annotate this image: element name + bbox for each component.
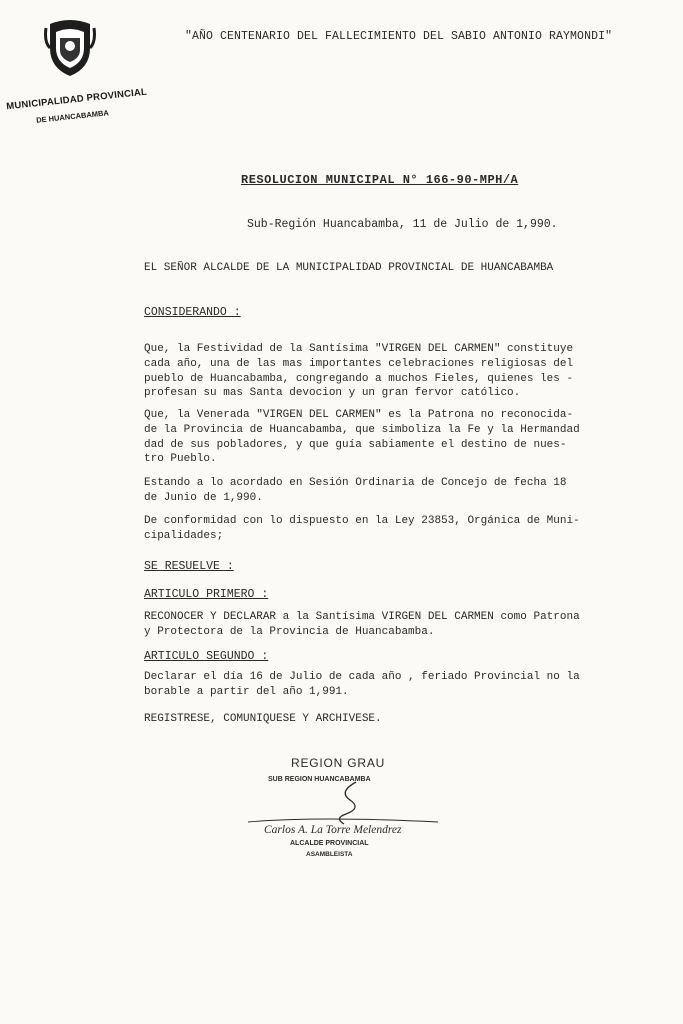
text-line: pueblo de Huancabamba, congregando a muchos Fieles, quienes les - — [144, 372, 574, 385]
place-and-date: Sub-Región Huancabamba, 11 de Julio de 1,990. — [247, 218, 558, 231]
text-line: dad de sus pobladores, y que guía sabiamente el destino de nues- — [144, 438, 567, 451]
article-2-text — [144, 670, 634, 700]
resolution-title: RESOLUCION MUNICIPAL N° 166-90-MPH/A — [241, 173, 519, 187]
text-line: Declarar el día 16 de Julio de cada año , feriado Provincial no la — [144, 671, 580, 683]
text-line: tro Pueblo. — [144, 453, 217, 466]
signature-block — [238, 756, 458, 866]
municipal-seal — [4, 18, 148, 125]
closing-formula — [144, 712, 634, 727]
considerando-paragraph-1 — [144, 342, 634, 401]
considerando-label: CONSIDERANDO : — [144, 306, 241, 319]
signatory-name: Carlos A. La Torre Melendrez — [264, 824, 402, 836]
year-motto: "AÑO CENTENARIO DEL FALLECIMIENTO DEL SABIO ANTONIO RAYMONDI" — [185, 30, 613, 43]
text-line: cada año, una de las mas importantes celebraciones religiosas del — [144, 357, 574, 370]
text-line: RECONOCER Y DECLARAR a la Santísima VIRGEN DEL CARMEN como Patrona — [144, 611, 580, 623]
signature-scribble-icon — [238, 756, 458, 866]
signatory-subtitle: ASAMBLEISTA — [306, 851, 353, 858]
text-line: borable a partir del año 1,991. — [144, 685, 349, 698]
text-line: de la Provincia de Huancabamba, que simboliza la Fe y la Hermandad — [144, 423, 580, 436]
text-line: De conformidad con lo dispuesto en la Ley 23853, Orgánica de Muni- — [144, 515, 580, 527]
text-line: profesan su mas Santa devocion y un gran fervor católico. — [144, 387, 521, 400]
text-line: y Protectora de la Provincia de Huancabamba. — [144, 625, 435, 638]
text-line: Que, la Festividad de la Santísima "VIRGEN DEL CARMEN" constituye — [144, 343, 574, 355]
text-line: Que, la Venerada "VIRGEN DEL CARMEN" es la Patrona no reconocida- — [144, 409, 574, 421]
considerando-paragraph-3 — [144, 476, 634, 506]
text-line: de Junio de 1,990. — [144, 491, 263, 504]
considerando-paragraph-2 — [144, 408, 634, 467]
se-resuelve-label: SE RESUELVE : — [144, 560, 234, 573]
text-line: Estando a lo acordado en Sesión Ordinaria de Concejo de fecha 18 — [144, 477, 567, 489]
signatory-title: ALCALDE PROVINCIAL — [290, 840, 369, 847]
seal-line-1: MUNICIPALIDAD PROVINCIAL — [5, 86, 148, 113]
article-1-label: ARTICULO PRIMERO : — [144, 588, 269, 601]
text-line: cipalidades; — [144, 529, 224, 542]
seal-line-2: DE HUANCABAMBA — [35, 108, 110, 125]
region-stamp: REGION GRAU — [291, 756, 386, 770]
article-2-label: ARTICULO SEGUNDO : — [144, 650, 269, 663]
text-line: REGISTRESE, COMUNIQUESE Y ARCHIVESE. — [144, 713, 382, 725]
article-1-text — [144, 610, 634, 640]
authority-heading: EL SEÑOR ALCALDE DE LA MUNICIPALIDAD PROVINCIAL DE HUANCABAMBA — [144, 262, 554, 274]
subregion-stamp: SUB REGION HUANCABAMBA — [268, 776, 371, 783]
considerando-paragraph-4 — [144, 514, 634, 544]
coat-of-arms-icon — [44, 18, 96, 78]
